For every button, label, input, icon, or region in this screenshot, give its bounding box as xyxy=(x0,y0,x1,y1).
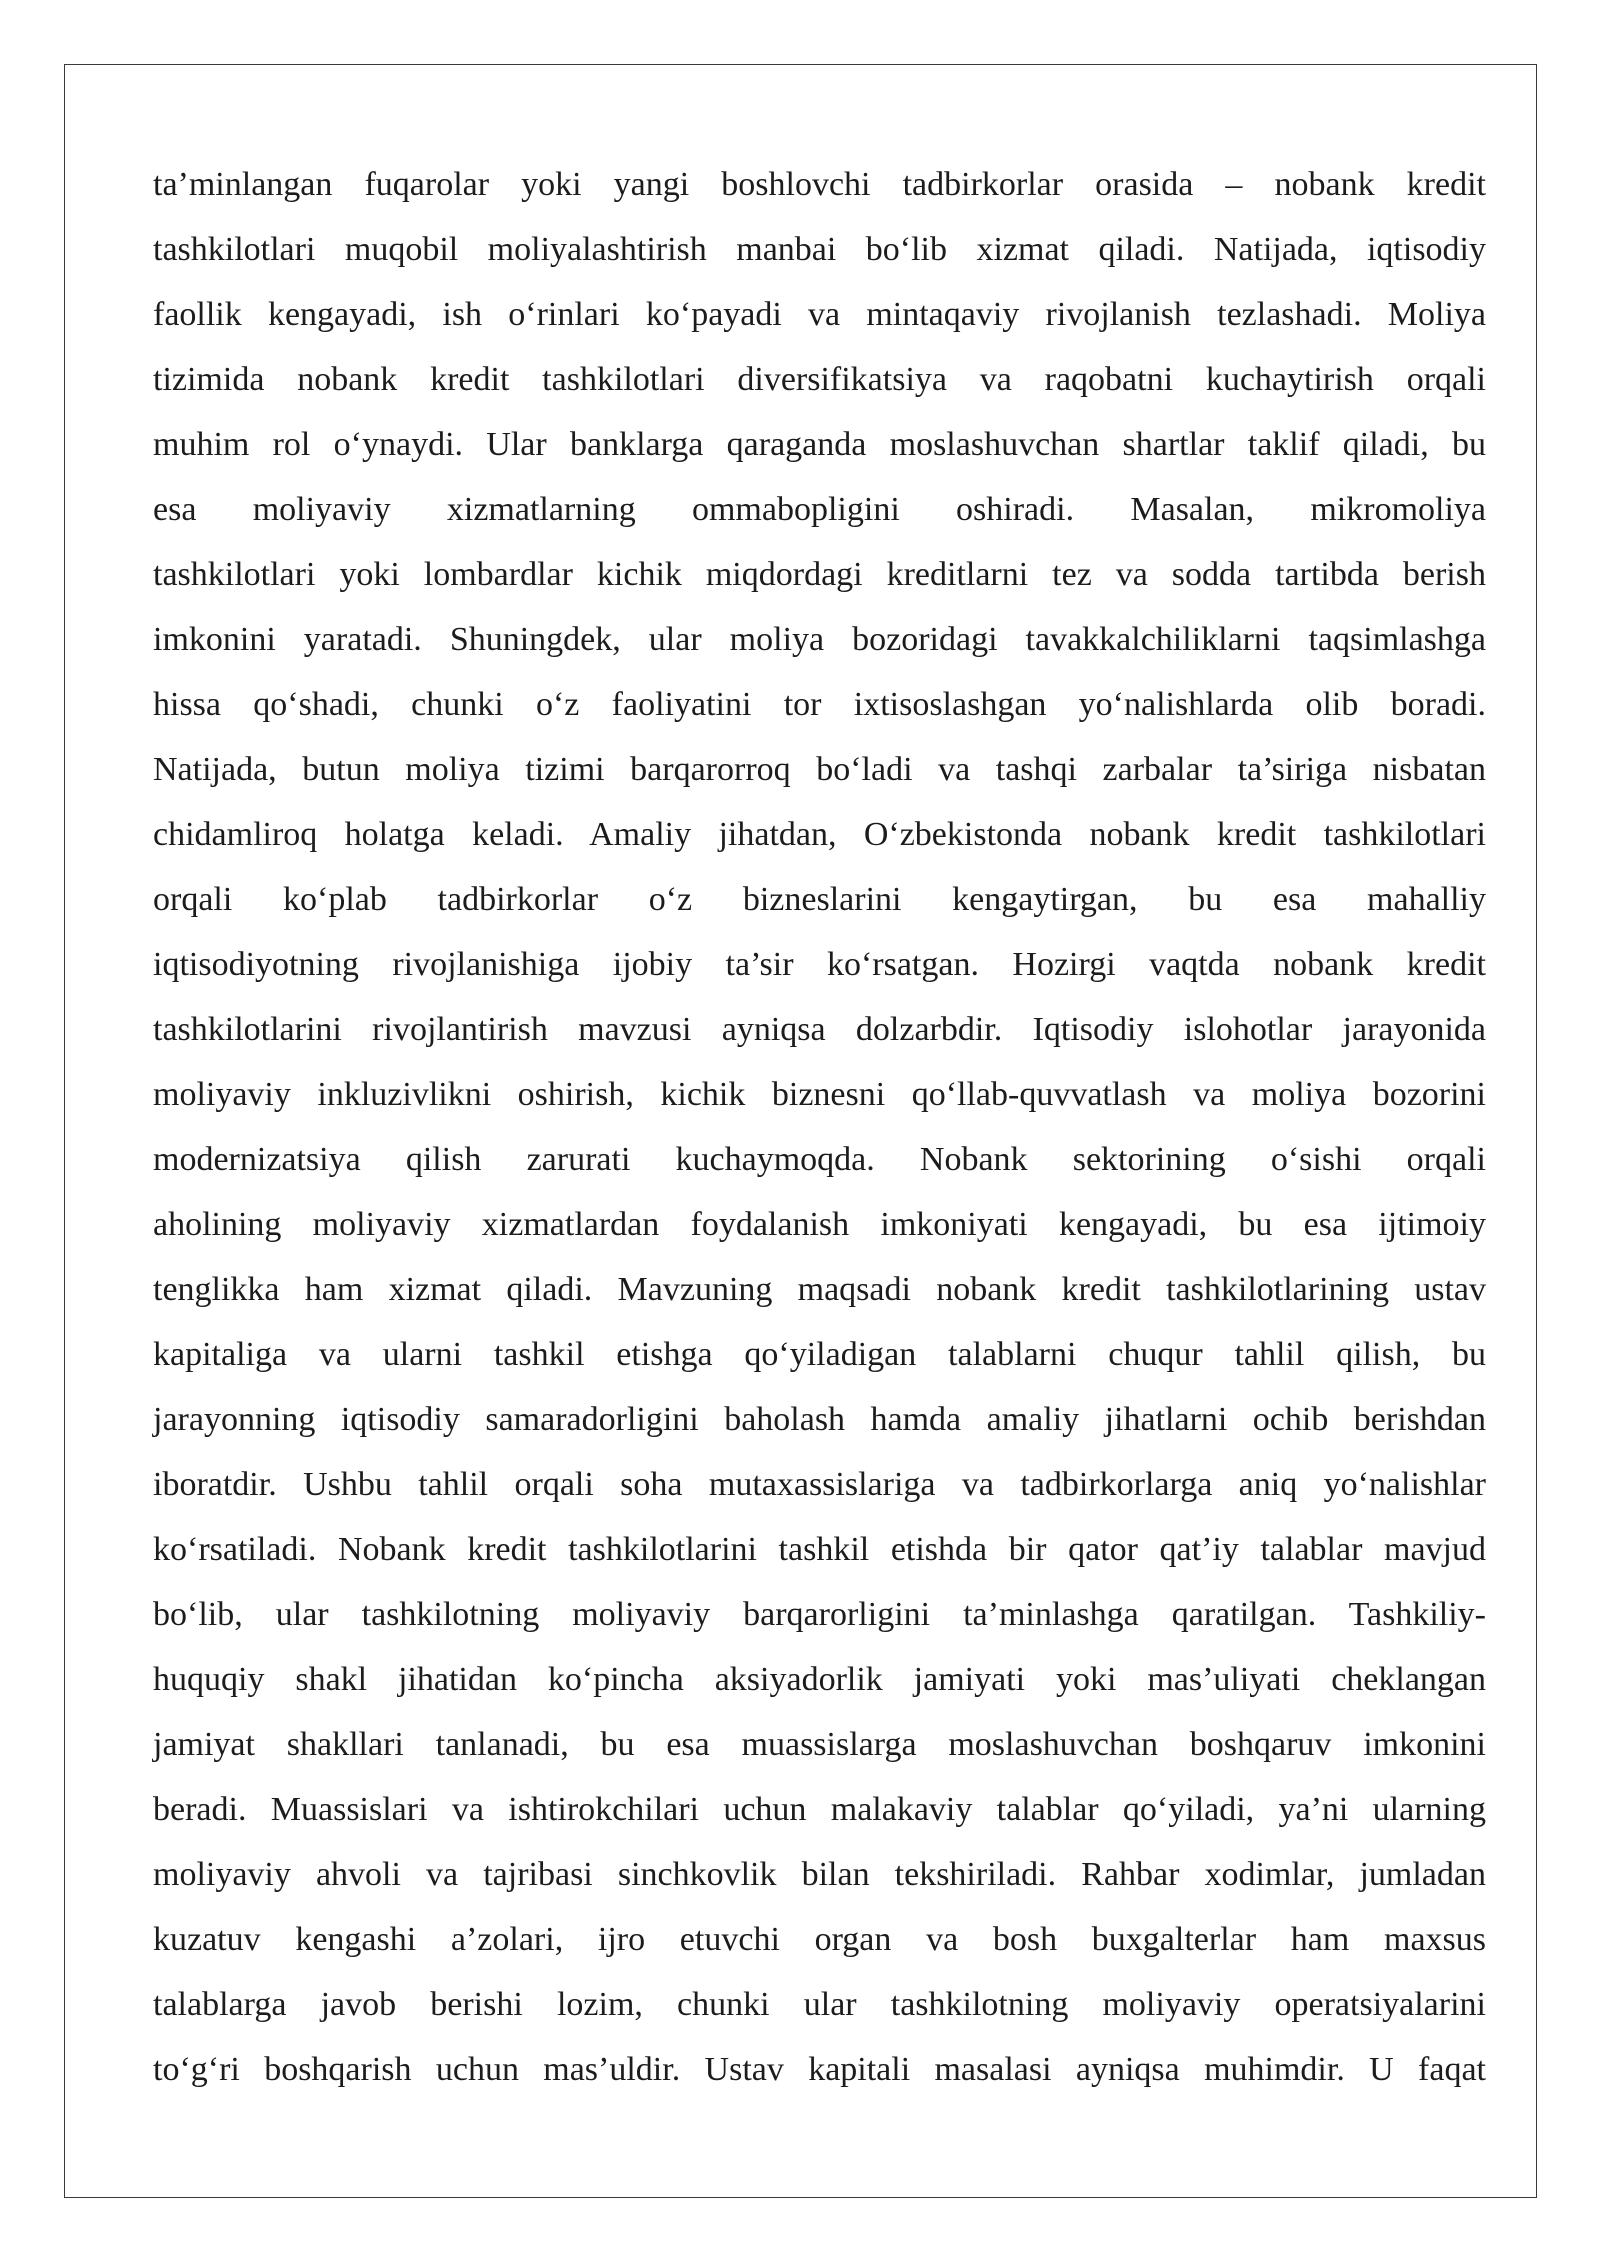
text-line: talablarga javob berishi lozim, chunki ular tashkilotning moliyaviy operatsiyalarini xyxy=(153,1986,1486,2023)
text-line: to‘g‘ri boshqarish uchun mas’uldir. Ustav kapitali masalasi ayniqsa muhimdir. U faqat xyxy=(153,2051,1486,2088)
text-line: tashkilotlari muqobil moliyalashtirish manbai bo‘lib xizmat qiladi. Natijada, iqtisodiy xyxy=(153,231,1486,268)
text-line: orqali ko‘plab tadbirkorlar o‘z bizneslarini kengaytirgan, bu esa mahalliy xyxy=(153,881,1486,918)
text-line: tashkilotlari yoki lombardlar kichik miqdordagi kreditlarni tez va sodda tartibda berish xyxy=(153,556,1486,593)
text-line: jarayonning iqtisodiy samaradorligini baholash hamda amaliy jihatlarni ochib berishdan xyxy=(153,1401,1486,1438)
text-line: kapitaliga va ularni tashkil etishga qo‘yiladigan talablarni chuqur tahlil qilish, bu xyxy=(153,1336,1486,1373)
text-line: chidamliroq holatga keladi. Amaliy jihatdan, O‘zbekistonda nobank kredit tashkilotlari xyxy=(153,816,1486,853)
text-line: ko‘rsatiladi. Nobank kredit tashkilotlarini tashkil etishda bir qator qat’iy talablar mavjud xyxy=(153,1531,1486,1568)
text-line: hissa qo‘shadi, chunki o‘z faoliyatini tor ixtisoslashgan yo‘nalishlarda olib boradi. xyxy=(153,686,1486,723)
text-line: kuzatuv kengashi a’zolari, ijro etuvchi organ va bosh buxgalterlar ham maxsus xyxy=(153,1921,1486,1958)
text-line: jamiyat shakllari tanlanadi, bu esa muassislarga moslashuvchan boshqaruv imkonini xyxy=(153,1726,1486,1763)
text-line: iboratdir. Ushbu tahlil orqali soha mutaxassislariga va tadbirkorlarga aniq yo‘nalishlar xyxy=(153,1466,1486,1503)
text-line: ta’minlangan fuqarolar yoki yangi boshlovchi tadbirkorlar orasida – nobank kredit xyxy=(153,166,1486,203)
text-line: tenglikka ham xizmat qiladi. Mavzuning maqsadi nobank kredit tashkilotlarining ustav xyxy=(153,1271,1486,1308)
text-line: imkonini yaratadi. Shuningdek, ular moliya bozoridagi tavakkalchiliklarni taqsimlashga xyxy=(153,621,1486,658)
text-line: beradi. Muassislari va ishtirokchilari uchun malakaviy talablar qo‘yiladi, ya’ni ularning xyxy=(153,1791,1486,1828)
body-paragraph xyxy=(153,152,1486,2102)
text-line: modernizatsiya qilish zarurati kuchaymoqda. Nobank sektorining o‘sishi orqali xyxy=(153,1141,1486,1178)
text-line: huquqiy shakl jihatidan ko‘pincha aksiyadorlik jamiyati yoki mas’uliyati cheklangan xyxy=(153,1661,1486,1698)
text-line: bo‘lib, ular tashkilotning moliyaviy barqarorligini ta’minlashga qaratilgan. Tashkiliy- xyxy=(153,1596,1486,1633)
text-line: faollik kengayadi, ish o‘rinlari ko‘payadi va mintaqaviy rivojlanish tezlashadi. Moliya xyxy=(153,296,1486,333)
text-line: muhim rol o‘ynaydi. Ular banklarga qaraganda moslashuvchan shartlar taklif qiladi, bu xyxy=(153,426,1486,463)
text-line: esa moliyaviy xizmatlarning ommabopligini oshiradi. Masalan, mikromoliya xyxy=(153,491,1486,528)
text-line: moliyaviy inkluzivlikni oshirish, kichik biznesni qo‘llab-quvvatlash va moliya bozorini xyxy=(153,1076,1486,1113)
text-line: aholining moliyaviy xizmatlardan foydalanish imkoniyati kengayadi, bu esa ijtimoiy xyxy=(153,1206,1486,1243)
text-line: tashkilotlarini rivojlantirish mavzusi ayniqsa dolzarbdir. Iqtisodiy islohotlar jarayonida xyxy=(153,1011,1486,1048)
text-line: moliyaviy ahvoli va tajribasi sinchkovlik bilan tekshiriladi. Rahbar xodimlar, jumladan xyxy=(153,1856,1486,1893)
text-line: iqtisodiyotning rivojlanishiga ijobiy ta’sir ko‘rsatgan. Hozirgi vaqtda nobank kredit xyxy=(153,946,1486,983)
text-line: Natijada, butun moliya tizimi barqarorroq bo‘ladi va tashqi zarbalar ta’siriga nisbatan xyxy=(153,751,1486,788)
text-line: tizimida nobank kredit tashkilotlari diversifikatsiya va raqobatni kuchaytirish orqali xyxy=(153,361,1486,398)
